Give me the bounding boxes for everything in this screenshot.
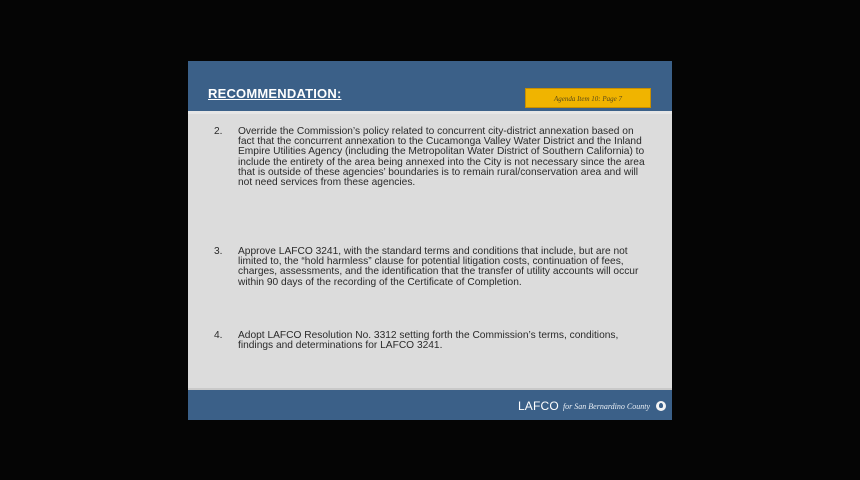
recommendation-number: 3. <box>214 246 223 257</box>
recommendation-text: Approve LAFCO 3241, with the standard terms and conditions that include, but are not limited to, the “hold harmless” clause for potential litigation costs, continuation of fees, charges, assessments, and the identification that the transfer of utility accounts will occur within 90 days of the recording of the Certificate of Completion. <box>238 246 639 288</box>
slide-header <box>188 61 672 114</box>
recommendation-number: 2. <box>214 126 223 137</box>
slide-title: RECOMMENDATION: <box>208 86 342 101</box>
recommendation-number: 4. <box>214 330 223 341</box>
slide-footer <box>188 388 672 420</box>
slide-body <box>188 114 672 388</box>
recommendation-text: Override the Commission’s policy related to concurrent city-district annexation based on fact that the concurrent annexation to the Cucamonga Valley Water District and the Inland Empire Utilities Agency (including the Metropolitan Water District of Southern California) to include the entirety of the area being annexed into the City is not necessary since the area that is outside of these agencies’ boundaries is to remain rural/conservation area and will not need services from these agencies. <box>238 126 645 189</box>
footer-logo-text: LAFCO <box>517 399 559 413</box>
presentation-slide <box>188 61 672 420</box>
footer-subtitle: for San Bernardino County <box>562 401 650 411</box>
lafco-seal-icon <box>656 401 666 411</box>
agenda-item-tag: Agenda Item 10: Page 7 <box>525 88 651 108</box>
recommendation-text: Adopt LAFCO Resolution No. 3312 setting forth the Commission’s terms, conditions, findings and determinations for LAFCO 3241. <box>238 330 619 352</box>
footer-brand <box>518 398 666 414</box>
